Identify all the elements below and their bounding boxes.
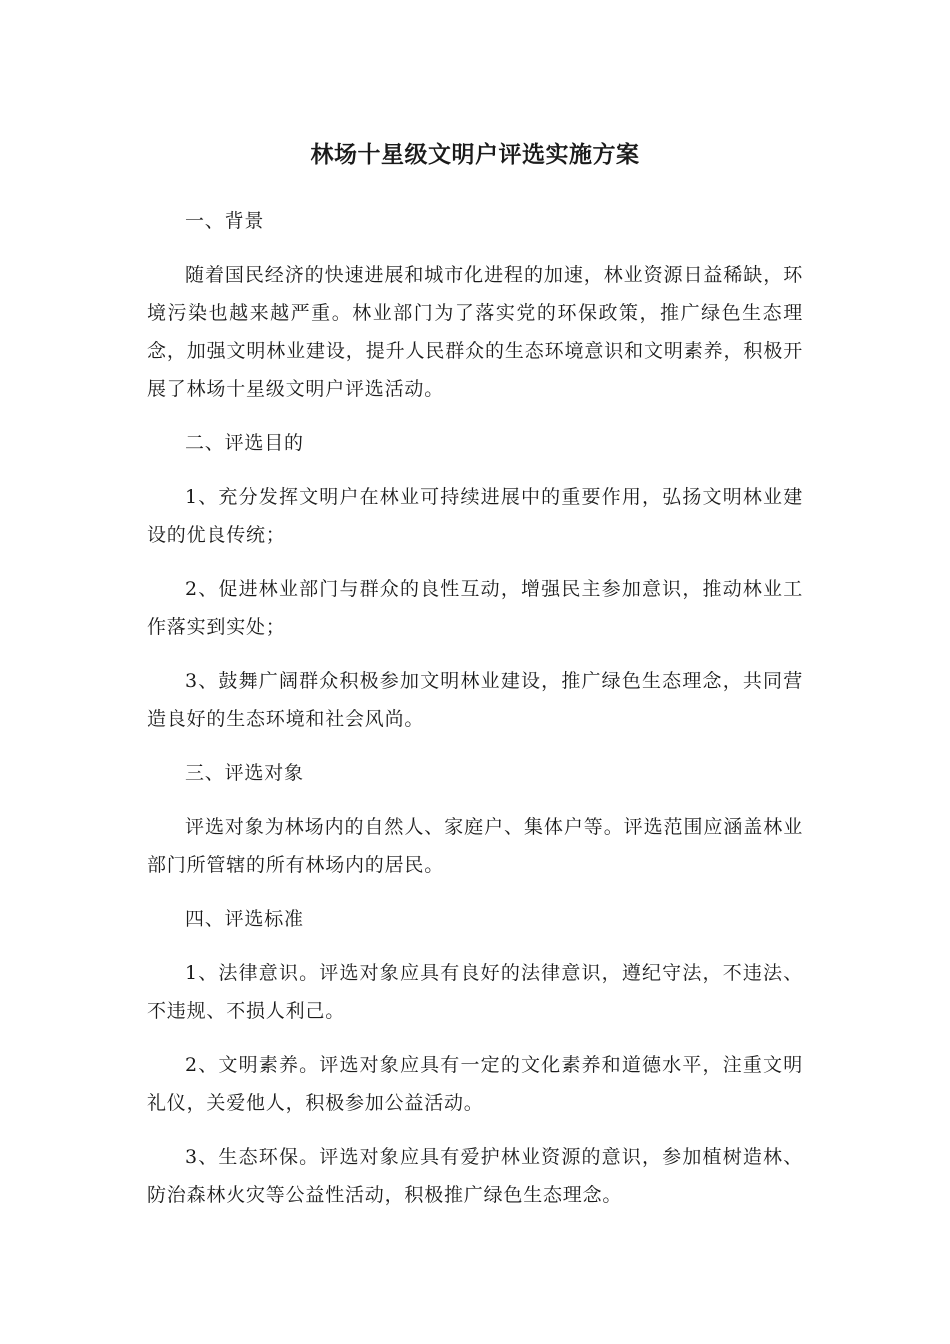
purpose-item-3: 3、鼓舞广阔群众积极参加文明林业建设，推广绿色生态理念，共同营造良好的生态环境和社会风尚。 (147, 670, 803, 730)
section-heading-background: 一、背景 (185, 210, 265, 232)
criteria-item-1: 1、法律意识。评选对象应具有良好的法律意识，遵纪守法，不违法、不违规、不损人利己。 (147, 962, 803, 1022)
paragraph-background: 随着国民经济的快速进展和城市化进程的加速，林业资源日益稀缺，环境污染也越来越严重。林业部门为了落实党的环保政策，推广绿色生态理念，加强文明林业建设，提升人民群众的生态环境意识和文明素养，积极开展了林场十星级文明户评选活动。 (147, 264, 803, 400)
section-heading-criteria: 四、评选标准 (185, 908, 304, 930)
paragraph-targets: 评选对象为林场内的自然人、家庭户、集体户等。评选范围应涵盖林业部门所管辖的所有林场内的居民。 (147, 816, 803, 876)
criteria-item-2: 2、文明素养。评选对象应具有一定的文化素养和道德水平，注重文明礼仪，关爱他人，积极参加公益活动。 (147, 1054, 803, 1114)
purpose-item-2: 2、促进林业部门与群众的良性互动，增强民主参加意识，推动林业工作落实到实处； (147, 578, 803, 638)
document-body (147, 202, 803, 1230)
section-heading-purpose: 二、评选目的 (185, 432, 304, 454)
criteria-item-3: 3、生态环保。评选对象应具有爱护林业资源的意识，参加植树造林、防治森林火灾等公益性活动，积极推广绿色生态理念。 (147, 1146, 803, 1206)
purpose-item-1: 1、充分发挥文明户在林业可持续进展中的重要作用，弘扬文明林业建设的优良传统； (147, 486, 803, 546)
section-heading-targets: 三、评选对象 (185, 762, 304, 784)
document-title: 林场十星级文明户评选实施方案 (310, 142, 640, 168)
